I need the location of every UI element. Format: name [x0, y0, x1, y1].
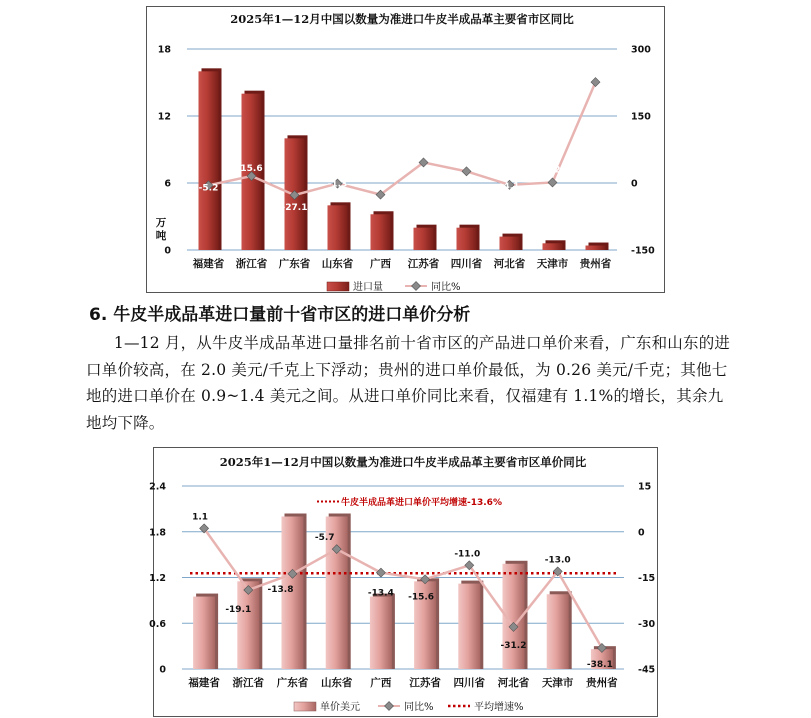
x-tick-label: 福建省	[188, 677, 220, 689]
y-tick-label: 0	[164, 245, 171, 257]
yoy-line	[204, 528, 602, 648]
y2-tick-label: 0	[631, 178, 638, 190]
x-tick-label: 贵州省	[579, 258, 612, 270]
y-tick-label: 1.2	[149, 573, 166, 584]
section-paragraph: 1—12 月，从牛皮半成品革进口量排名前十省市区的产品进口单价来看，广东和山东的进口单价较高，在 2.0 美元/千克上下浮动；贵州的进口单价最低，为 0.26 美元/千克；其他七地的进口单价在 0.9~1.4 美元之间。从进口单价同比来看，仅福建有 1.1%的增长，其余九地均下降。	[86, 334, 731, 432]
yoy-point	[376, 568, 385, 577]
y-tick-label: 2.4	[149, 481, 166, 493]
y-tick-label: 18	[157, 44, 171, 56]
y-tick-label: 0.6	[149, 618, 166, 630]
x-tick-label: 天津市	[536, 258, 569, 270]
yoy-data-label: 26.1	[455, 155, 478, 166]
x-tick-label: 浙江省	[235, 258, 268, 270]
bar	[457, 228, 477, 250]
legend-label: 平均增速%	[474, 702, 524, 713]
y2-tick-label: -30	[638, 618, 656, 630]
x-tick-label: 天津市	[541, 677, 574, 689]
legend-label: 同比%	[431, 282, 461, 293]
yoy-data-label: -5.2	[198, 183, 219, 194]
unit-price-chart-svg	[149, 448, 657, 716]
bar	[199, 71, 219, 250]
legend-swatch-bar	[327, 282, 349, 291]
y-tick-label: 6	[164, 178, 171, 190]
y-tick-label: 12	[157, 111, 171, 123]
bar	[586, 246, 606, 250]
yoy-data-label: 46.0	[412, 146, 435, 157]
x-tick-label: 广东省	[278, 258, 311, 270]
yoy-data-label: -13.0	[544, 555, 571, 566]
bar	[414, 228, 434, 250]
bar	[370, 597, 392, 669]
yoy-data-label: 1.2	[544, 165, 561, 176]
bar	[543, 243, 563, 250]
x-tick-label: 广东省	[276, 677, 309, 689]
yoy-data-label: -13.4	[367, 588, 394, 599]
y-axis-label: 万	[155, 217, 167, 229]
y-tick-label: 1.8	[149, 527, 166, 539]
yoy-data-label: 1.1	[192, 512, 209, 523]
x-tick-label: 广西	[370, 677, 392, 689]
yoy-data-label: -27.1	[281, 203, 308, 214]
yoy-data-label: 15.6	[240, 164, 263, 175]
yoy-data-label: 225.9	[581, 63, 610, 74]
x-tick-label: 河北省	[497, 677, 530, 689]
chart-title: 2025年1—12月中国以数量为准进口牛皮半成品革主要省市区同比	[230, 12, 574, 26]
y2-tick-label: 15	[638, 481, 652, 493]
unit-price-chart	[149, 447, 658, 717]
y2-tick-label: 150	[631, 111, 651, 123]
legend-label: 进口量	[353, 282, 383, 293]
yoy-data-label: -13.8	[267, 584, 294, 595]
import-volume-chart-svg	[147, 7, 664, 292]
average-annotation: 牛皮半成品革进口单价平均增速-13.6%	[341, 498, 502, 508]
yoy-point	[462, 167, 471, 176]
yoy-point	[591, 78, 600, 87]
y2-tick-label: -150	[631, 245, 655, 257]
yoy-data-label: -5.7	[314, 533, 335, 544]
yoy-data-label: -11.0	[454, 549, 481, 560]
bar	[500, 237, 520, 250]
legend-swatch-marker	[412, 282, 421, 291]
chart-title: 2025年1—12月中国以数量为准进口牛皮半成品革主要省市区单价同比	[219, 455, 587, 469]
legend-label: 同比%	[404, 702, 434, 713]
yoy-line	[209, 82, 596, 195]
y-tick-label: 0	[159, 664, 166, 676]
bar	[458, 584, 480, 669]
yoy-data-label: -19.1	[225, 605, 252, 616]
yoy-data-label: -38.1	[586, 659, 613, 670]
legend-swatch-marker	[385, 702, 394, 711]
x-tick-label: 江苏省	[409, 677, 441, 689]
bar	[193, 597, 215, 669]
section-heading: 6. 牛皮半成品革进口量前十省市区的进口单价分析	[89, 305, 471, 325]
x-tick-label: 福建省	[192, 258, 225, 270]
bar	[328, 205, 348, 250]
yoy-data-label: -26.0	[367, 203, 394, 214]
x-tick-label: 四川省	[450, 258, 483, 270]
x-tick-label: 江苏省	[407, 258, 440, 270]
legend-swatch-bar	[294, 702, 316, 711]
x-tick-label: 四川省	[453, 677, 486, 689]
yoy-data-label: -31.2	[500, 640, 527, 651]
y2-tick-label: 0	[638, 527, 645, 539]
yoy-point	[548, 178, 557, 187]
legend-label: 单价美元	[320, 702, 360, 713]
y-axis-label: 吨	[155, 230, 167, 242]
x-tick-label: 山东省	[320, 677, 353, 689]
x-tick-label: 河北省	[493, 258, 526, 270]
y2-tick-label: 300	[631, 44, 651, 56]
y2-tick-label: -45	[638, 664, 656, 676]
bar	[547, 594, 569, 669]
bar	[371, 214, 391, 250]
x-tick-label: 贵州省	[586, 677, 618, 689]
import-volume-chart	[146, 6, 665, 293]
yoy-data-label: -1.3	[327, 179, 348, 190]
yoy-data-label: -15.6	[408, 592, 435, 603]
yoy-data-label: -4.1	[499, 181, 520, 192]
x-tick-label: 山东省	[321, 258, 354, 270]
x-tick-label: 浙江省	[232, 677, 265, 689]
x-tick-label: 广西	[370, 258, 391, 270]
y2-tick-label: -15	[638, 573, 656, 584]
